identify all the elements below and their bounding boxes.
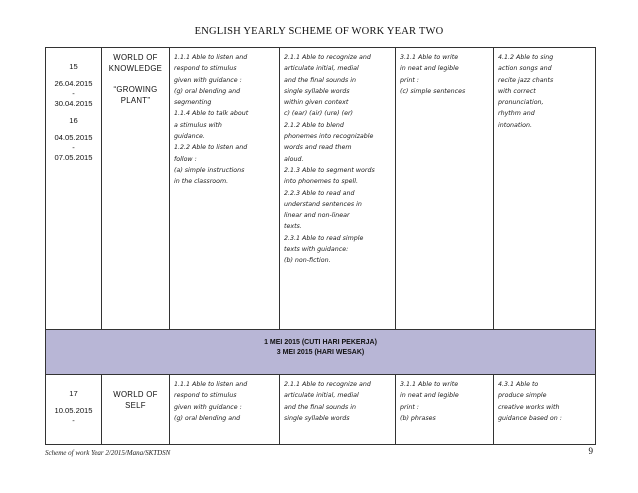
- standard-line: pronunciation,: [498, 99, 544, 107]
- topic-label: “GROWING PLANT”: [113, 85, 158, 105]
- standard-line: aloud.: [284, 155, 304, 163]
- standard-line: 2.1.1 Able to recognize and: [284, 54, 371, 61]
- standard-line: 4.1.2 Able to sing: [498, 54, 554, 61]
- page-number: 9: [588, 446, 593, 456]
- reading-standards-cell: [280, 375, 396, 445]
- standard-line: print :: [400, 403, 419, 411]
- page-title: ENGLISH YEARLY SCHEME OF WORK YEAR TWO: [194, 26, 444, 37]
- theme-cell: [102, 375, 170, 445]
- listening-standards-cell: [170, 48, 280, 330]
- standard-line: (g) oral blending and: [174, 414, 241, 422]
- date-separator: -: [72, 89, 75, 98]
- week-number: 15: [69, 62, 78, 71]
- standard-line: (g) oral blending and: [174, 87, 241, 95]
- standard-line: action songs and: [498, 65, 552, 73]
- standard-line: segmenting: [174, 99, 212, 107]
- date-end: 07.05.2015: [54, 153, 93, 162]
- reading-standards-cell: [280, 48, 396, 330]
- standard-line: rhythm and: [498, 110, 535, 118]
- writing-standards-cell: [396, 375, 494, 445]
- standard-line: follow :: [174, 155, 197, 163]
- holiday-note: 1 MEI 2015 (CUTI HARI PEKERJA): [264, 339, 377, 346]
- week-cell: [46, 375, 102, 445]
- holiday-band: [46, 330, 596, 375]
- standard-line: recite jazz chants: [498, 76, 554, 84]
- theme-line: WORLD OF: [113, 390, 158, 399]
- standard-line: with correct: [498, 87, 536, 95]
- standard-line: respond to stimulus: [174, 392, 237, 400]
- writing-standards-cell: [396, 48, 494, 330]
- standard-line: 2.1.1 Able to recognize and: [284, 381, 371, 388]
- standard-line: (a) simple instructions: [174, 166, 245, 174]
- table-row: [46, 48, 596, 330]
- standard-line: phonemes into recognizable: [284, 133, 374, 141]
- standard-line: given with guidance :: [174, 403, 242, 411]
- standard-line: words and read them: [284, 144, 352, 152]
- standard-line: and the final sounds in: [284, 76, 356, 84]
- week-number: 16: [69, 116, 78, 125]
- scheme-table: [45, 47, 596, 445]
- standard-line: 1.1.4 Able to talk about: [174, 110, 249, 118]
- standard-line: articulate initial, medial: [284, 65, 359, 73]
- date-separator: -: [72, 143, 75, 152]
- listening-standards-cell: [170, 375, 280, 445]
- standard-line: (c) simple sentences: [400, 87, 466, 95]
- standard-line: texts with guidance:: [284, 246, 349, 254]
- standard-line: print :: [400, 76, 419, 84]
- standard-line: into phonemes to spell.: [284, 178, 359, 186]
- standard-line: 3.1.1 Able to write: [400, 54, 459, 61]
- footer-reference: Scheme of work Year 2/2015/Mana/SKTDSN: [45, 449, 171, 457]
- standard-line: 2.2.3 Able to read and: [284, 189, 355, 197]
- standard-line: intonation.: [498, 121, 532, 129]
- standard-line: articulate initial, medial: [284, 392, 359, 400]
- standard-line: produce simple: [498, 392, 547, 400]
- standard-line: texts.: [284, 223, 302, 231]
- standard-line: c) (ear) (air) (ure) (er): [284, 110, 354, 118]
- standard-line: 2.3.1 Able to read simple: [284, 234, 364, 242]
- standard-line: a stimulus with: [174, 121, 222, 129]
- standard-line: (b) phrases: [400, 414, 436, 422]
- standard-line: 1.1.1 Able to listen and: [174, 54, 248, 61]
- holiday-row: [46, 330, 596, 375]
- standard-line: respond to stimulus: [174, 65, 237, 73]
- standard-line: single syllable words: [284, 87, 350, 95]
- theme-cell: [102, 48, 170, 330]
- date-separator: -: [72, 416, 75, 425]
- standard-line: 1.1.1 Able to listen and: [174, 381, 248, 388]
- standard-line: guidance.: [174, 133, 205, 141]
- standard-line: in the classroom.: [174, 178, 229, 186]
- table-row: [46, 375, 596, 445]
- standard-line: 3.1.1 Able to write: [400, 381, 459, 388]
- date-start: 26.04.2015: [54, 79, 93, 88]
- standard-line: (b) non-fiction.: [284, 257, 331, 265]
- date-start: 04.05.2015: [54, 133, 93, 142]
- standard-line: creative works with: [498, 403, 560, 411]
- standard-line: within given context: [284, 99, 349, 107]
- theme-line: KNOWLEDGE: [108, 64, 163, 73]
- standard-line: understand sentences in: [284, 200, 362, 208]
- standard-line: 2.1.2 Able to blend: [284, 121, 344, 129]
- standard-line: and the final sounds in: [284, 403, 356, 411]
- week-cell: [46, 48, 102, 330]
- date-end: 30.04.2015: [54, 99, 93, 108]
- standard-line: linear and non-linear: [284, 212, 350, 220]
- theme-line: WORLD OF: [113, 53, 158, 62]
- language-arts-standards-cell: [494, 375, 596, 445]
- standard-line: in neat and legible: [400, 392, 459, 400]
- language-arts-standards-cell: [494, 48, 596, 330]
- standard-line: guidance based on :: [498, 414, 562, 422]
- holiday-note: 3 MEI 2015 (HARI WESAK): [276, 349, 365, 356]
- standard-line: 4.3.1 Able to: [498, 381, 539, 388]
- standard-line: single syllable words: [284, 414, 350, 422]
- standard-line: 2.1.3 Able to segment words: [284, 166, 375, 174]
- standard-line: in neat and legible: [400, 65, 459, 73]
- week-number: 17: [69, 389, 78, 398]
- theme-line: SELF: [125, 401, 146, 410]
- standard-line: given with guidance :: [174, 76, 242, 84]
- standard-line: 1.2.2 Able to listen and: [174, 144, 248, 152]
- date-start: 10.05.2015: [54, 406, 93, 415]
